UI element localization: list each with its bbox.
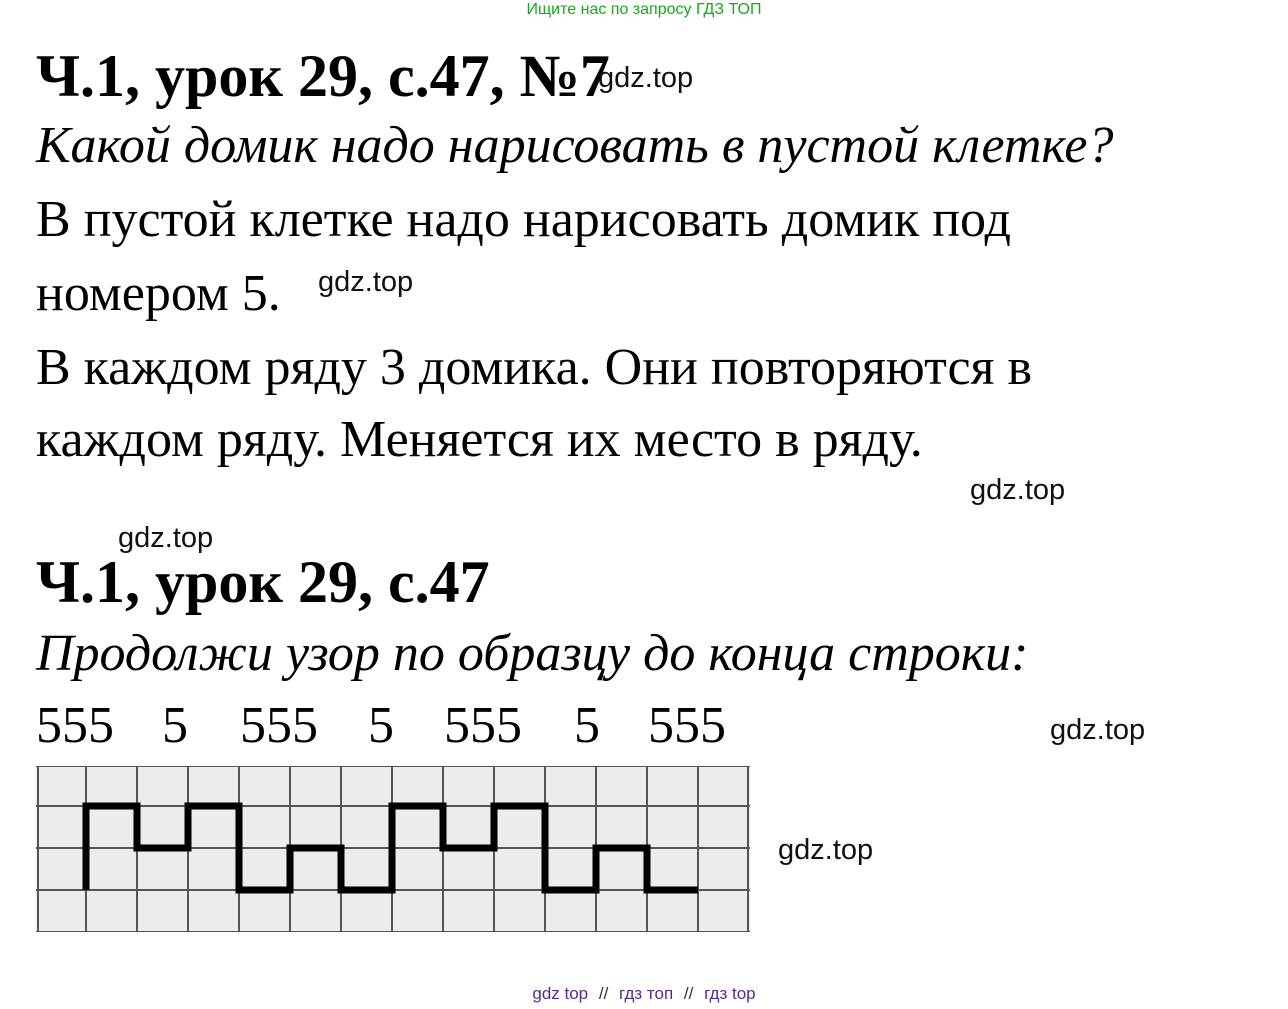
pattern-item: 5 xyxy=(368,697,394,754)
footer-separator: // xyxy=(683,984,694,1003)
pattern-item: 5 xyxy=(162,697,188,754)
footer-link-2[interactable]: гдз топ xyxy=(619,984,674,1003)
answer-line-1: В пустой клетке надо нарисовать домик под xyxy=(36,191,1011,248)
footer-link-1[interactable]: gdz top xyxy=(532,984,589,1003)
answer-line-4: каждом ряду. Меняется их место в ряду. xyxy=(36,411,923,468)
footer-link-3[interactable]: гдз top xyxy=(704,984,756,1003)
pattern-item: 555 xyxy=(240,697,318,754)
pattern-item: 5 xyxy=(574,697,600,754)
footer-separator: // xyxy=(598,984,609,1003)
section1-heading: Ч.1, урок 29, с.47, №7 xyxy=(36,43,610,109)
watermark: gdz.top xyxy=(118,522,214,554)
watermark: gdz.top xyxy=(970,474,1066,506)
section2-heading: Ч.1, урок 29, с.47 xyxy=(36,549,490,615)
top-banner: Ищите нас по запросу ГДЗ ТОП xyxy=(526,1,762,18)
watermark: gdz.top xyxy=(318,266,414,298)
pattern-item: 555 xyxy=(444,697,522,754)
section1-question: Какой домик надо нарисовать в пустой клетке? xyxy=(36,117,1114,174)
watermark: gdz.top xyxy=(778,834,874,866)
pattern-item: 555 xyxy=(36,697,114,754)
pattern-item: 555 xyxy=(648,697,726,754)
watermark: gdz.top xyxy=(1050,714,1146,746)
footer-links xyxy=(0,984,1288,1004)
pattern-grid xyxy=(36,766,750,932)
grid-svg xyxy=(36,766,750,932)
watermark: gdz.top xyxy=(598,62,694,94)
answer-line-2: номером 5. xyxy=(36,265,281,322)
section2-question: Продолжи узор по образцу до конца строки: xyxy=(36,625,1029,682)
answer-line-3: В каждом ряду 3 домика. Они повторяются в xyxy=(36,339,1032,396)
